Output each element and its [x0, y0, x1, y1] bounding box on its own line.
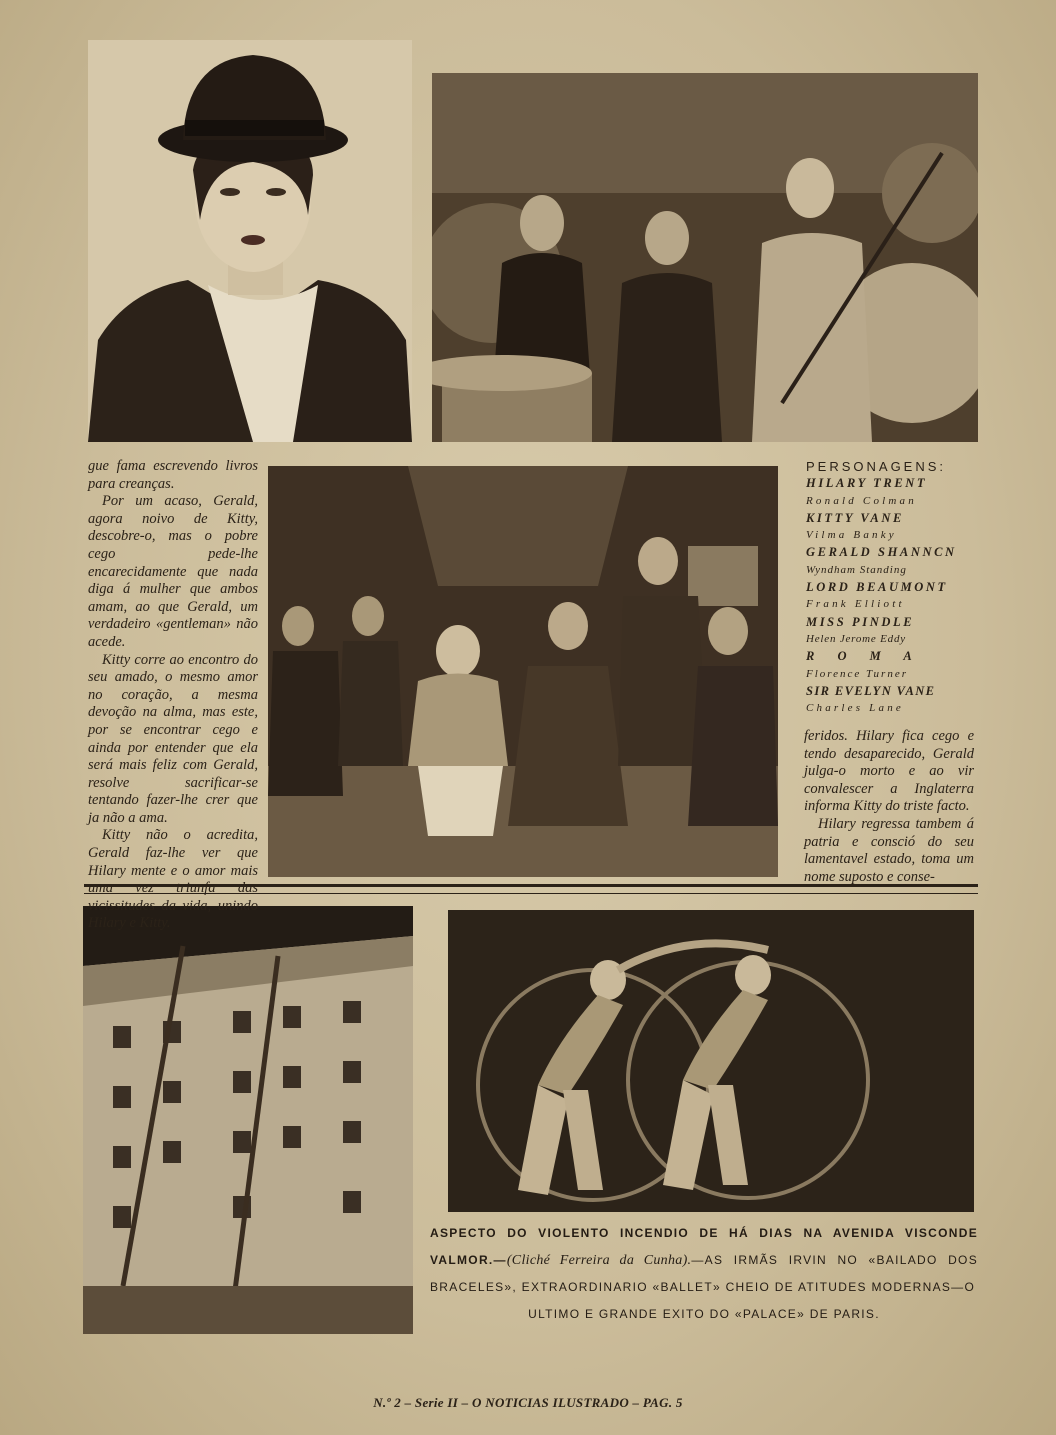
garden-scene-photo: [432, 73, 978, 442]
story-paragraph: Kitty não o acredita, Gerald faz-lhe ver que Hilary mente e o amor mais uma vez triunfa das vicissitudes da vida, unindo Hilary e Kitty.: [88, 827, 258, 932]
portrait-photo: [88, 40, 412, 442]
fire-scene-photo: [83, 906, 413, 1334]
section-divider: [84, 884, 978, 894]
cast-role: R O M A: [806, 649, 922, 664]
cast-role: MISS PINDLE: [806, 614, 915, 629]
dancers-photo: [448, 910, 974, 1212]
cast-role: GERALD SHANNCN: [806, 545, 957, 560]
story-paragraph: gue fama escrevendo livros para creanças.: [88, 458, 258, 492]
caption-credit: (Cliché Ferreira da Cunha).: [506, 1252, 692, 1268]
caption-fire: ASPECTO DO VIOLENTO INCENDIO DE HÁ DIAS NA AVENIDA VISCONDE VALMOR.—: [430, 1226, 978, 1267]
caption-dancers: —AS IRMÃS IRVIN NO «BAILADO DOS BRACELES», EXTRAORDINARIO «BALLET» CHEIO DE ATITUDES MODERNAS—O: [430, 1252, 978, 1294]
cast-role: KITTY VANE: [806, 510, 904, 525]
story-paragraph: Kitty corre ao encontro do seu amado, o mesmo amor no coração, a mesma devoção na alma, mas este, por se encontrar cego e ainda por entender que ela será mais feliz com Gerald, resolve sacrificar-se tentando fazer-lhe crer que ja não a ama.: [88, 651, 258, 826]
cast-list: [806, 458, 976, 717]
cast-actor: Charles Lane: [806, 702, 904, 715]
cast-actor: Helen Jerome Eddy: [806, 632, 906, 645]
cast-role: LORD BEAUMONT: [806, 580, 948, 595]
cast-actor: Frank Elliott: [806, 598, 905, 611]
cast-role: HILARY TRENT: [806, 476, 928, 491]
cast-actor: Vilma Banky: [806, 529, 897, 542]
cast-actor: Ronald Colman: [806, 494, 917, 507]
cast-heading: PERSONAGENS:: [806, 459, 947, 474]
caption-end: ULTIMO E GRANDE EXITO DO «PALACE» DE PARIS.: [528, 1306, 880, 1321]
story-right-column: [804, 728, 974, 886]
story-paragraph: Hilary regressa tambem á patria e consció do seu lamentavel estado, toma um nome suposto e conse-: [804, 815, 974, 885]
cast-role: SIR EVELYN VANE: [806, 683, 936, 698]
page-footer: N.º 2 – Serie II – O NOTICIAS ILUSTRADO – PAG. 5: [373, 1395, 683, 1410]
cafe-scene-photo: [268, 466, 778, 877]
cast-actor: Florence Turner: [806, 667, 908, 680]
cast-actor: Wyndham Standing: [806, 563, 907, 576]
story-left-column: [88, 458, 258, 933]
photo-caption: [430, 1220, 978, 1327]
story-paragraph: feridos. Hilary fica cego e tendo desaparecido, Gerald julga-o morto e ao vir convalescer a Inglaterra informa Kitty do triste facto.: [804, 728, 974, 815]
story-paragraph: Por um acaso, Gerald, agora noivo de Kitty, descobre-o, mas o pobre cego pede-lhe encarecidamente que nada diga á mulher que ambos amam, ao que Gerald, um verdadeiro «gentleman» não acede.: [88, 493, 258, 650]
